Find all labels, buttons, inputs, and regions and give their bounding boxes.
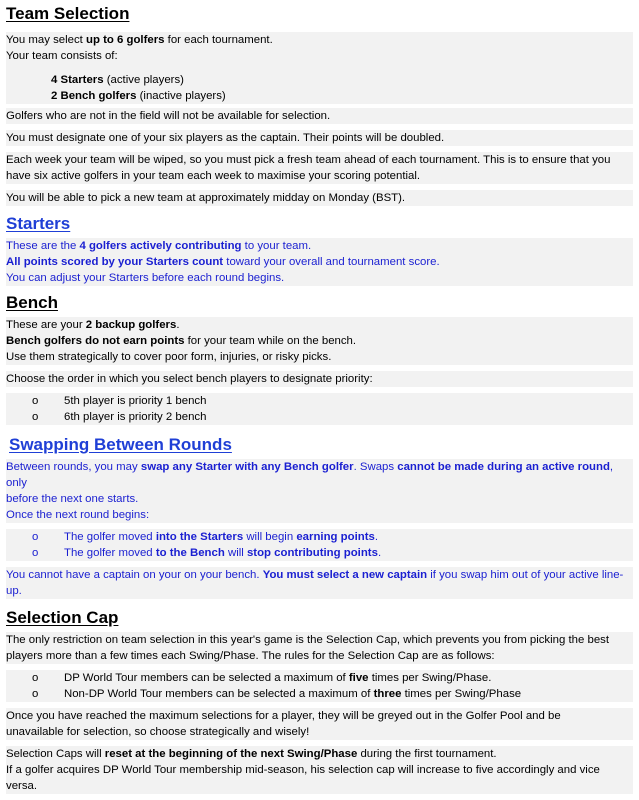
swapping-list [6, 529, 633, 561]
team-size-line: You may select up to 6 golfers for each tournament. [6, 34, 273, 46]
bench-line-3: Use them strategically to cover poor form, injuries, or risky picks. [6, 351, 332, 363]
field-availability-text: Golfers who are not in the field will not be available for selection. [6, 108, 633, 124]
starters-line-3: You can adjust your Starters before each round begins. [6, 272, 285, 284]
swapping-line-2: before the next one starts. [6, 493, 139, 505]
bullet-icon: o [32, 411, 39, 423]
selection-cap-list [6, 670, 633, 702]
swapping-line-3: Once the next round begins: [6, 509, 150, 521]
list-item: o 6th player is priority 2 bench [32, 411, 207, 423]
starters-count-line: 4 Starters (active players) [51, 74, 184, 86]
max-selection-line-1: Once you have reached the maximum selections for a player, they will be greyed out in the Golfer Pool and be [6, 710, 561, 722]
team-wipe-line-1: Each week your team will be wiped, so you must pick a fresh team ahead of each tournament. This is to ensure that you [6, 154, 611, 166]
cap-reset-text [6, 746, 633, 794]
team-selection-intro [6, 32, 633, 104]
bullet-icon: o [32, 547, 39, 559]
bench-line-1: These are your 2 backup golfers. [6, 319, 180, 331]
list-item: o The golfer moved into the Starters will begin earning points. [32, 531, 378, 543]
bench-priority-intro: Choose the order in which you select bench players to designate priority: [6, 371, 633, 387]
max-selection-text [6, 708, 633, 740]
bench-heading: Bench [6, 293, 58, 312]
team-wipe-text [6, 152, 633, 184]
swapping-section [6, 459, 633, 523]
starters-heading: Starters [6, 214, 71, 233]
starters-line-1: These are the 4 golfers actively contributing to your team. [6, 240, 312, 252]
bullet-icon: o [32, 672, 39, 684]
max-selection-line-2: unavailable for selection, so choose strategically and wisely! [6, 726, 310, 738]
selection-cap-intro [6, 632, 633, 664]
bullet-icon: o [32, 688, 39, 700]
bench-count-line: 2 Bench golfers (inactive players) [51, 90, 226, 102]
selection-cap-heading: Selection Cap [6, 608, 119, 627]
bullet-icon: o [32, 395, 39, 407]
bench-priority-list [6, 393, 633, 425]
list-item: o DP World Tour members can be selected a maximum of five times per Swing/Phase. [32, 672, 492, 684]
bench-section [6, 317, 633, 365]
membership-change-line-1: If a golfer acquires DP World Tour membership mid-season, his selection cap will increase to five accordingly and vice [6, 764, 600, 776]
list-item: o Non-DP World Tour members can be selected a maximum of three times per Swing/Phase [32, 688, 522, 700]
pick-time-text: You will be able to pick a new team at approximately midday on Monday (BST). [6, 190, 633, 206]
starters-section [6, 238, 633, 286]
captain-bench-text [6, 567, 633, 599]
team-consists-line: Your team consists of: [6, 50, 118, 62]
team-selection-heading: Team Selection [6, 4, 130, 23]
list-item: o 5th player is priority 1 bench [32, 395, 207, 407]
bench-line-2: Bench golfers do not earn points for your team while on the bench. [6, 335, 357, 347]
list-item: o The golfer moved to the Bench will stop contributing points. [32, 547, 382, 559]
starters-line-2: All points scored by your Starters count toward your overall and tournament score. [6, 256, 440, 268]
team-wipe-line-2: have six active golfers in your team each week to maximise your scoring potential. [6, 170, 421, 182]
captain-bench-line-2: up. [6, 585, 22, 597]
captain-bench-line-1: You cannot have a captain on your on your bench. You must select a new captain if you swap him out of your active line- [6, 569, 624, 581]
captain-text: You must designate one of your six players as the captain. Their points will be doubled. [6, 130, 633, 146]
membership-change-line-2: versa. [6, 780, 38, 792]
swapping-line-1: Between rounds, you may swap any Starter with any Bench golfer. Swaps cannot be made during an active round, only [6, 461, 614, 489]
selection-cap-line-1: The only restriction on team selection in this year's game is the Selection Cap, which prevents you from picking the best [6, 634, 610, 646]
cap-reset-line: Selection Caps will reset at the beginning of the next Swing/Phase during the first tournament. [6, 748, 497, 760]
selection-cap-line-2: players more than a few times each Swing/Phase. The rules for the Selection Cap are as follows: [6, 650, 495, 662]
bullet-icon: o [32, 531, 39, 543]
swapping-heading: Swapping Between Rounds [9, 435, 232, 454]
